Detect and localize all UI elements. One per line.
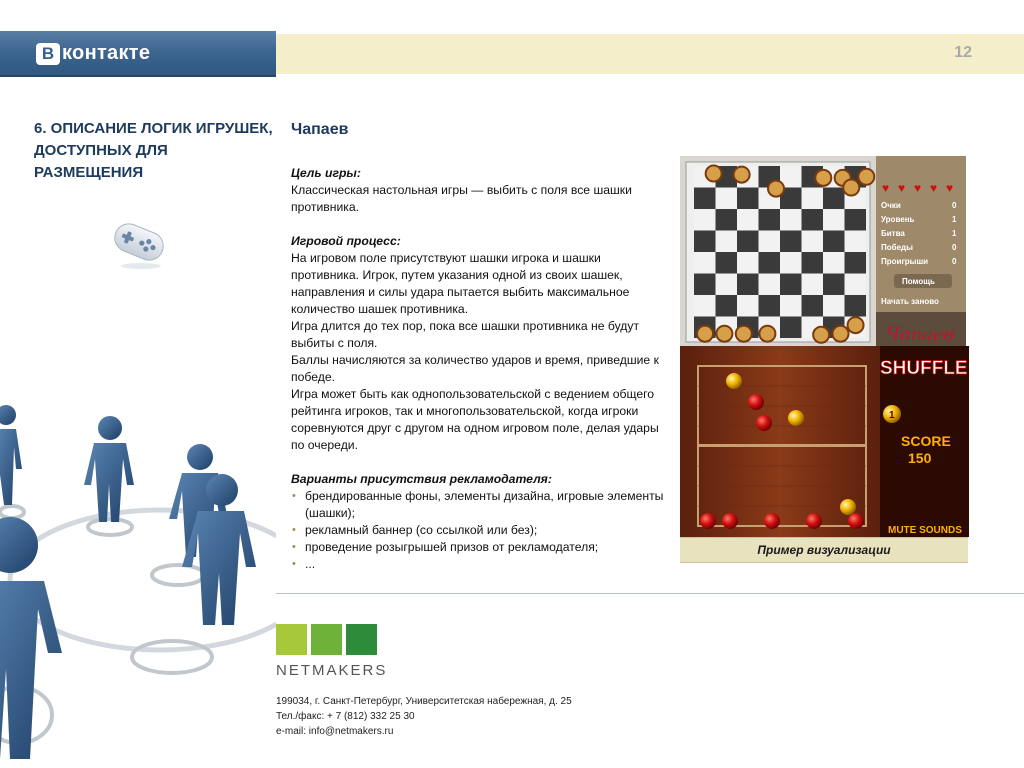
help-label: Помощь (902, 277, 935, 286)
board-square (823, 295, 845, 317)
checker-piece (843, 180, 859, 196)
board-square (823, 252, 845, 274)
logo-square (276, 624, 307, 655)
board-square (716, 274, 738, 296)
board-square (780, 317, 802, 339)
board-square (780, 295, 802, 317)
checker-piece (736, 326, 752, 342)
new-game-label: Начать заново (881, 297, 939, 306)
board-square (759, 252, 781, 274)
checker-piece (706, 166, 722, 182)
checker-piece (768, 181, 784, 197)
board-square (780, 274, 802, 296)
menu-label: Проигрыши (881, 257, 929, 266)
checker-piece (734, 167, 750, 183)
board-square (780, 252, 802, 274)
checker-piece (716, 326, 732, 342)
board-square (737, 274, 759, 296)
advertiser-list (291, 488, 669, 573)
people-network-illustration (0, 395, 276, 768)
list-item: • ... (291, 556, 669, 573)
checker-piece (833, 326, 849, 342)
board-square (716, 188, 738, 210)
mute-sounds-button: MUTE SOUNDS (888, 525, 962, 536)
board-square (694, 188, 716, 210)
goal-text: Классическая настольная игры — выбить с поля все шашки противника. (291, 183, 632, 214)
shuffle-game-screenshot (680, 346, 969, 537)
score-value: 150 (908, 450, 932, 466)
board-square (845, 252, 867, 274)
goal-heading: Цель игры: (291, 166, 361, 180)
heart-icon: ♥ (898, 181, 906, 195)
board-square (759, 295, 781, 317)
board-square (737, 209, 759, 231)
logo-square (346, 624, 377, 655)
game-title: Чапаев (291, 121, 349, 138)
board-square (845, 274, 867, 296)
process-paragraph: Баллы начисляются за количество ударов и время, приведшие к победе. (291, 353, 659, 384)
board-square (694, 295, 716, 317)
menu-label: Битва (881, 229, 905, 238)
page-number: 12 (954, 44, 972, 61)
chapaev-brand: Чапаев (886, 324, 955, 345)
checker-piece (815, 170, 831, 186)
board-square (759, 209, 781, 231)
heart-icon: ♥ (914, 181, 922, 195)
advertiser-heading: Варианты присутствия рекламодателя: (291, 472, 552, 486)
board-square (823, 209, 845, 231)
board-square (694, 252, 716, 274)
checker-piece (848, 317, 864, 333)
board-square (802, 274, 824, 296)
contact-address (276, 694, 572, 739)
board-square (780, 209, 802, 231)
board-square (823, 231, 845, 253)
board-square (845, 295, 867, 317)
board-square (802, 231, 824, 253)
board-square (716, 295, 738, 317)
phone-line: Тел./факс: + 7 (812) 332 25 30 (276, 711, 415, 722)
footer-divider (276, 593, 1024, 594)
header-band (276, 34, 1024, 74)
process-paragraph: На игровом поле присутствуют шашки игрока и шашки противника. Игрок, путем указания одной из своих шашек, направления и силы удара пытается выбить максимальное количество шашек противника. (291, 251, 630, 316)
board-square (823, 274, 845, 296)
board-square (737, 252, 759, 274)
vk-logo-text: контакте (62, 42, 151, 64)
section-title: 6. ОПИСАНИЕ ЛОГИК ИГРУШЕК, ДОСТУПНЫХ ДЛЯ РАЗМЕЩЕНИЯ (34, 120, 273, 181)
gamepad-icon (108, 214, 170, 270)
checker-piece (813, 327, 829, 343)
board-square (780, 231, 802, 253)
board-square (737, 295, 759, 317)
heart-icon: ♥ (930, 181, 938, 195)
list-item: • брендированные фоны, элементы дизайна, игровые элементы (шашки); (291, 488, 669, 522)
menu-label: Победы (881, 243, 913, 252)
board-square (737, 231, 759, 253)
menu-label: Очки (881, 201, 901, 210)
board-square (716, 209, 738, 231)
level-number: 1 (889, 410, 895, 421)
vk-logo[interactable] (36, 42, 150, 65)
checker-piece (759, 326, 775, 342)
board-square (694, 274, 716, 296)
company-name: NETMAKERS (276, 662, 388, 679)
menu-value: 1 (952, 229, 957, 238)
board-square (737, 188, 759, 210)
board-square (802, 252, 824, 274)
list-item: • проведение розыгрышей призов от рекламодателя; (291, 539, 669, 556)
menu-value: 0 (952, 257, 957, 266)
logo-square (311, 624, 342, 655)
email-line[interactable]: e-mail: info@netmakers.ru (276, 726, 394, 737)
vk-logo-letter: В (36, 43, 60, 65)
score-label: SCORE (901, 433, 951, 449)
checker-piece (858, 169, 874, 185)
board-square (694, 231, 716, 253)
board-square (845, 209, 867, 231)
process-paragraph: Игра может быть как однопользовательской с ведением общего рейтинга игроков, так и многопользовательской, когда игроки соревнуются друг с другом на одном игровом поле, делая удары по очереди. (291, 387, 659, 452)
process-paragraph: Игра длится до тех пор, пока все шашки противника не будут выбиты с поля. (291, 319, 640, 350)
chapaev-game-screenshot (680, 156, 966, 346)
shuffle-title: SHUFFLE (880, 358, 968, 379)
board-square (716, 252, 738, 274)
board-square (802, 209, 824, 231)
process-heading: Игровой процесс: (291, 234, 401, 248)
menu-label: Уровень (881, 215, 915, 224)
menu-value: 1 (952, 215, 957, 224)
address-line: 199034, г. Санкт-Петербург, Университетская набережная, д. 25 (276, 696, 572, 707)
board-square (802, 295, 824, 317)
heart-icon: ♥ (882, 181, 890, 195)
menu-value: 0 (952, 243, 957, 252)
visualization-caption: Пример визуализации (680, 537, 968, 563)
game-description (291, 165, 669, 573)
menu-value: 0 (952, 201, 957, 210)
board-square (759, 231, 781, 253)
board-square (716, 231, 738, 253)
board-square (802, 188, 824, 210)
list-item: • рекламный баннер (со ссылкой или без); (291, 522, 669, 539)
heart-icon: ♥ (946, 181, 954, 195)
board-square (759, 274, 781, 296)
checker-piece (697, 326, 713, 342)
board-square (823, 188, 845, 210)
board-square (694, 209, 716, 231)
netmakers-logo (276, 624, 387, 679)
board-square (845, 231, 867, 253)
